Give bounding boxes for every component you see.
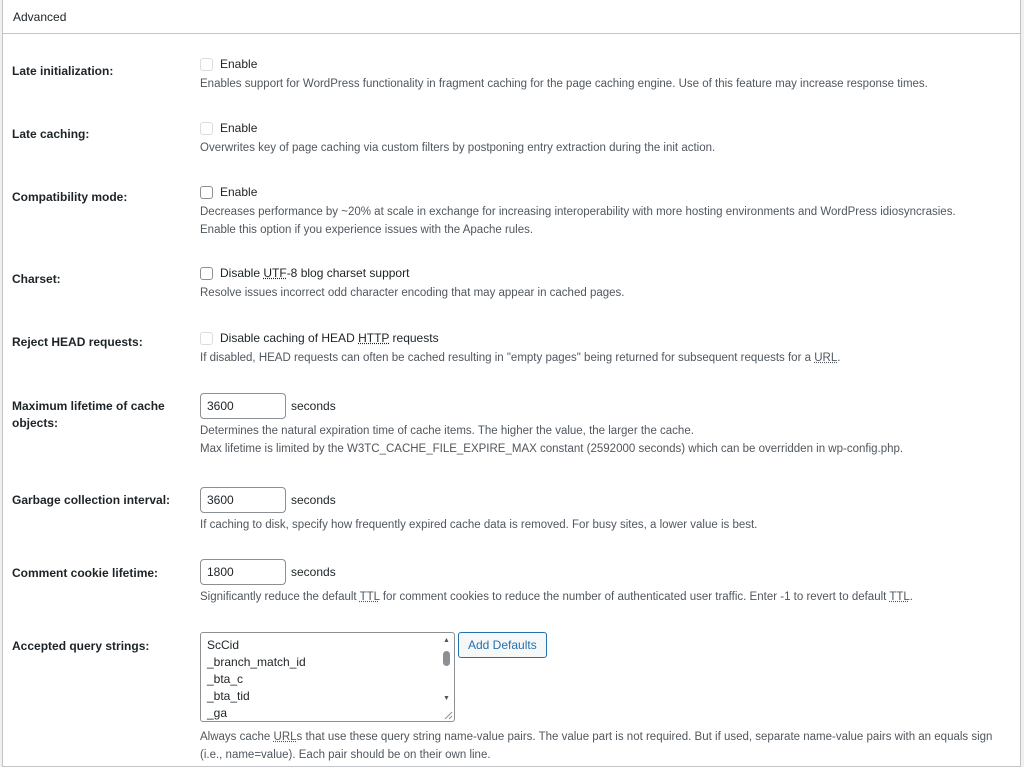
arrow-up-icon[interactable]: ▲ [443,637,450,644]
comment-cookie-label: Comment cookie lifetime: [12,566,159,580]
gc-interval-unit: seconds [291,493,336,507]
reject-head-checkbox[interactable] [200,332,213,345]
gc-interval-description: If caching to disk, specify how frequently expired cache data is removed. For busy sites, a lower value is best. [200,519,758,531]
late-caching-description: Overwrites key of page caching via custom filters by postponing entry extraction during the init action. [200,142,716,154]
compat-checkbox[interactable] [200,186,213,199]
query-strings-description-1: Always cache URLs that use these query string name-value pairs. The value part is not required. But if used, separate name-value pairs with an equals sign [200,731,993,743]
late-init-label: Late initialization: [12,64,114,78]
charset-description: Resolve issues incorrect odd character encoding that may appear in cached pages. [200,287,625,299]
compat-description-1: Decreases performance by ~20% at scale in exchange for increasing interoperability with more hosting environments and WordPress idiosyncrasies. [200,206,956,218]
add-defaults-button[interactable]: Add Defaults [458,632,547,658]
compat-label: Compatibility mode: [12,190,128,204]
query-strings-label: Accepted query strings: [12,639,150,653]
gc-interval-label: Garbage collection interval: [12,493,171,507]
late-init-description: Enables support for WordPress functionality in fragment caching for the page caching engine. Use of this feature may increase response times. [200,78,928,90]
max-lifetime-description-1: Determines the natural expiration time of cache items. The higher the value, the larger the cache. [200,425,694,437]
max-lifetime-label: Maximum lifetime of cache objects: [12,399,165,430]
gc-interval-input[interactable]: 3600 [200,487,286,513]
query-string-line: _ga [207,706,228,720]
reject-head-label: Reject HEAD requests: [12,335,143,349]
charset-label: Charset: [12,272,61,286]
comment-cookie-unit: seconds [291,565,336,579]
panel-title: Advanced [3,0,1020,34]
compat-checkbox-label[interactable]: Enable [220,185,258,199]
late-init-checkbox[interactable] [200,58,213,71]
late-init-checkbox-label[interactable]: Enable [220,57,258,71]
late-caching-label: Late caching: [12,127,90,141]
query-string-line: ScCid [207,638,240,652]
comment-cookie-description: Significantly reduce the default TTL for comment cookies to reduce the number of authenticated user traffic. Enter -1 to revert to default TTL. [200,591,913,603]
advanced-panel [2,0,1021,767]
max-lifetime-unit: seconds [291,399,336,413]
query-strings-description-2: (i.e., name=value). Each pair should be on their own line. [200,749,491,761]
scrollbar-thumb[interactable] [443,651,450,666]
reject-head-checkbox-label[interactable]: Disable caching of HEAD HTTP requests [220,331,439,345]
query-string-line: _bta_c [207,672,244,686]
charset-checkbox-label[interactable]: Disable UTF-8 blog charset support [220,266,410,280]
arrow-down-icon[interactable]: ▼ [443,695,450,702]
late-caching-checkbox[interactable] [200,122,213,135]
charset-checkbox[interactable] [200,267,213,280]
late-caching-checkbox-label[interactable]: Enable [220,121,258,135]
query-string-line: _bta_tid [207,689,250,703]
query-strings-lines [207,637,306,722]
max-lifetime-input[interactable]: 3600 [200,393,286,419]
query-strings-textarea[interactable] [200,632,455,722]
query-string-line: _branch_match_id [207,655,306,669]
comment-cookie-input[interactable]: 1800 [200,559,286,585]
resize-grip-icon[interactable] [443,710,453,720]
textarea-scrollbar[interactable] [440,633,454,721]
reject-head-description: If disabled, HEAD requests can often be cached resulting in "empty pages" being returned for subsequent requests for a URL. [200,352,841,364]
compat-description-2: Enable this option if you experience issues with the Apache rules. [200,224,534,236]
max-lifetime-description-2: Max lifetime is limited by the W3TC_CACHE_FILE_EXPIRE_MAX constant (2592000 seconds) which can be overridden in wp-config.php. [200,443,904,455]
